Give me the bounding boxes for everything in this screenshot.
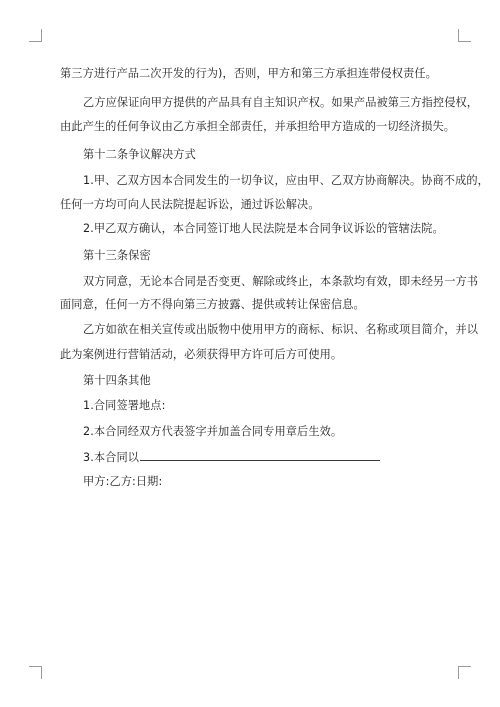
blank-prefix: 3.本合同以 [83,451,140,464]
crop-mark-top-left [29,29,42,42]
text-line: 第三方进行产品二次开发的行为)，否则，甲方和第三方承担连带侵权责任。 [60,67,437,80]
text-line: 1.甲、乙双方因本合同发生的一切争议，应由甲、乙双方协商解决。协商不成的， [83,174,489,187]
text-line: 面同意，任何一方不得向第三方披露、提供或转让保密信息。 [60,298,365,311]
text-line: 双方同意，无论本合同是否变更、解除或终止，本条款均有效，即未经另一方书 [83,275,479,288]
text-line: 1.合同签署地点: [83,399,166,412]
text-line: 任何一方均可向人民法院提起诉讼，通过诉讼解决。 [60,198,320,211]
crop-mark-bottom-right [458,666,471,679]
text-line: 乙方如欲在相关宣传或出版物中使用甲方的商标、标识、名称或项目简介，并以 [83,323,479,336]
text-line: 乙方应保证向甲方提供的产品具有自主知识产权。如果产品被第三方指控侵权， [83,96,479,109]
text-line-with-blank [83,449,380,466]
text-line: 由此产生的任何争议由乙方承担全部责任，并承担给甲方造成的一切经济损失。 [60,120,456,133]
section-heading: 第十四条其他 [83,374,151,387]
text-line: 2.本合同经双方代表签字并加盖合同专用章后生效。 [83,425,343,438]
text-line: 2.甲乙双方确认，本合同签订地人民法院是本合同争议诉讼的管辖法院。 [83,222,444,235]
signature-line: 甲方:乙方:日期: [83,475,163,488]
crop-mark-bottom-left [29,666,42,679]
section-heading: 第十三条保密 [83,249,151,262]
text-line: 此为案例进行营销活动，必须获得甲方许可后方可使用。 [60,348,343,361]
crop-mark-top-right [458,29,471,42]
section-heading: 第十二条争议解决方式 [83,148,196,161]
blank-underline [140,449,380,461]
